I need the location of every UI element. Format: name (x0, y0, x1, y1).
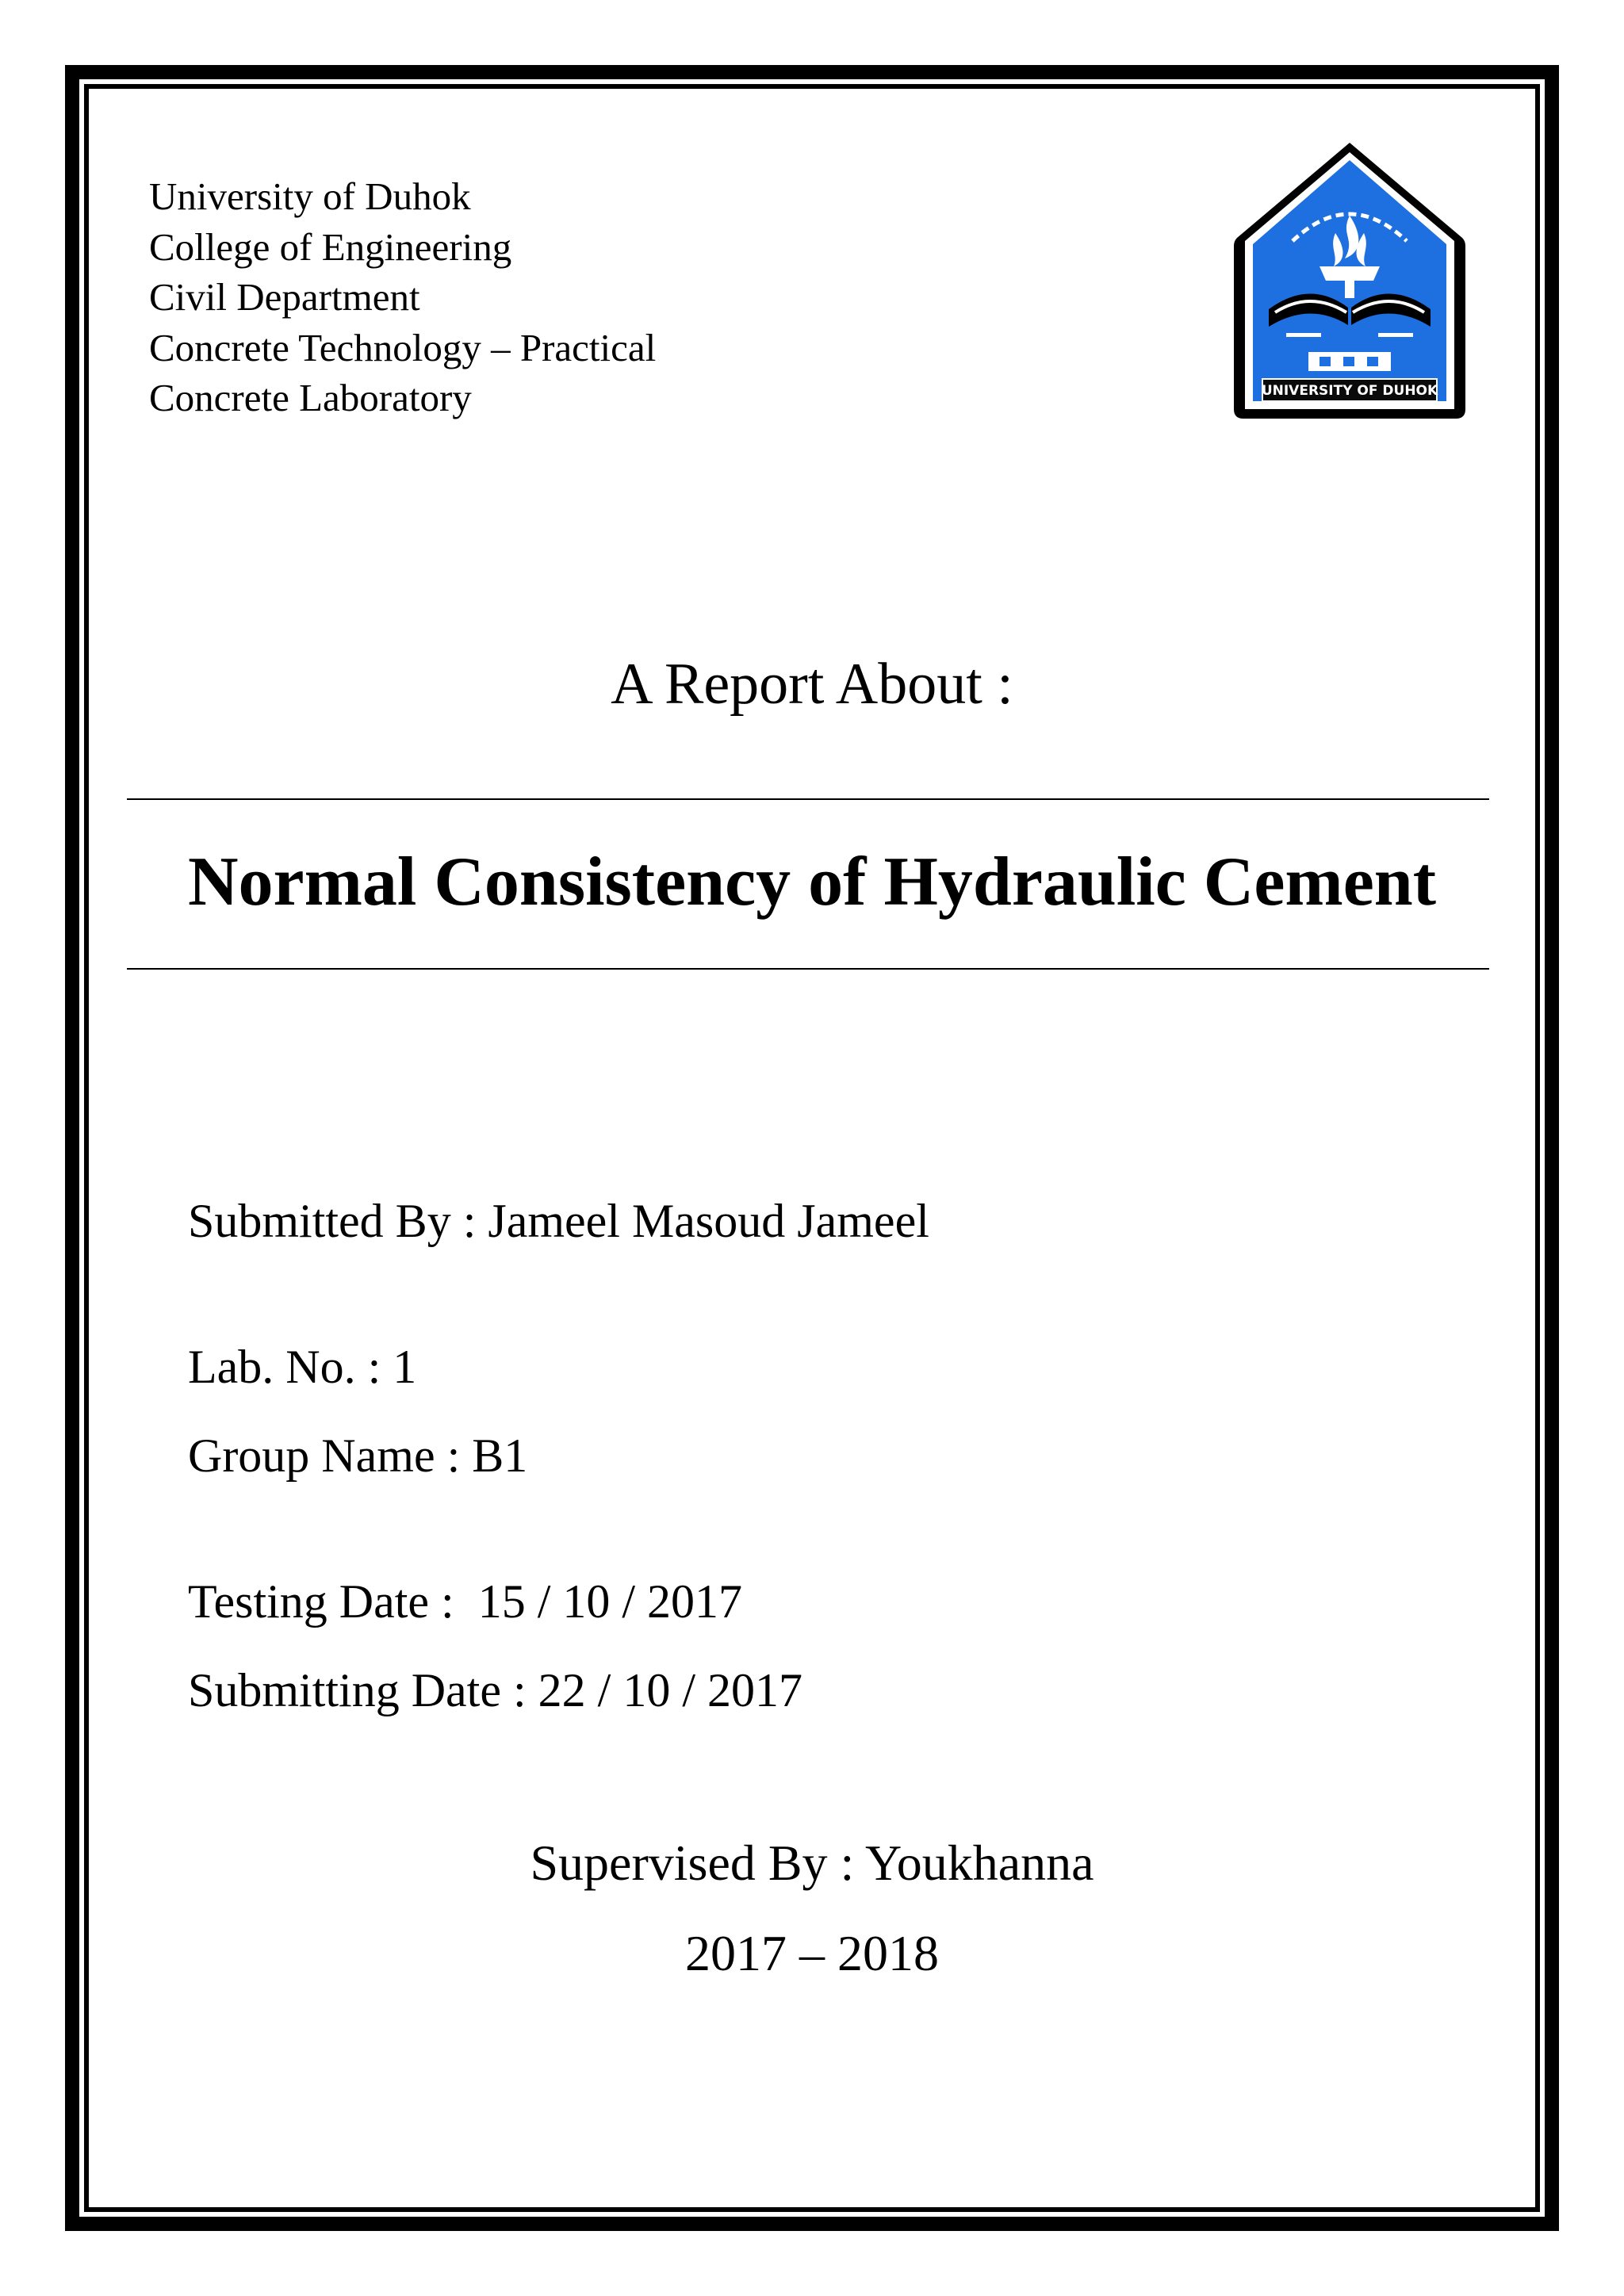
lab-number: Lab. No. : 1 (188, 1341, 417, 1393)
testing-date: Testing Date : 15 / 10 / 2017 (188, 1575, 743, 1628)
department-name: Civil Department (149, 275, 420, 319)
title-divider-bottom (127, 968, 1489, 970)
university-logo-icon (1231, 140, 1469, 422)
submitted-by: Submitted By : Jameel Masoud Jameel (188, 1195, 929, 1247)
report-intro: A Report About : (611, 652, 1013, 717)
group-name: Group Name : B1 (188, 1429, 528, 1482)
institution-header (149, 171, 656, 423)
academic-year: 2017 – 2018 (685, 1925, 939, 1981)
report-title: Normal Consistency of Hydraulic Cement (187, 844, 1437, 920)
submitting-date: Submitting Date : 22 / 10 / 2017 (188, 1664, 802, 1716)
university-name: University of Duhok (149, 174, 471, 218)
logo-banner-text: UNIVERSITY OF DUHOK (1261, 383, 1438, 399)
college-name: College of Engineering (149, 224, 512, 269)
course-name: Concrete Technology – Practical (149, 325, 657, 369)
supervised-by: Supervised By : Youkhanna (530, 1835, 1094, 1891)
laboratory-name: Concrete Laboratory (149, 376, 472, 419)
title-divider-top (127, 798, 1489, 800)
